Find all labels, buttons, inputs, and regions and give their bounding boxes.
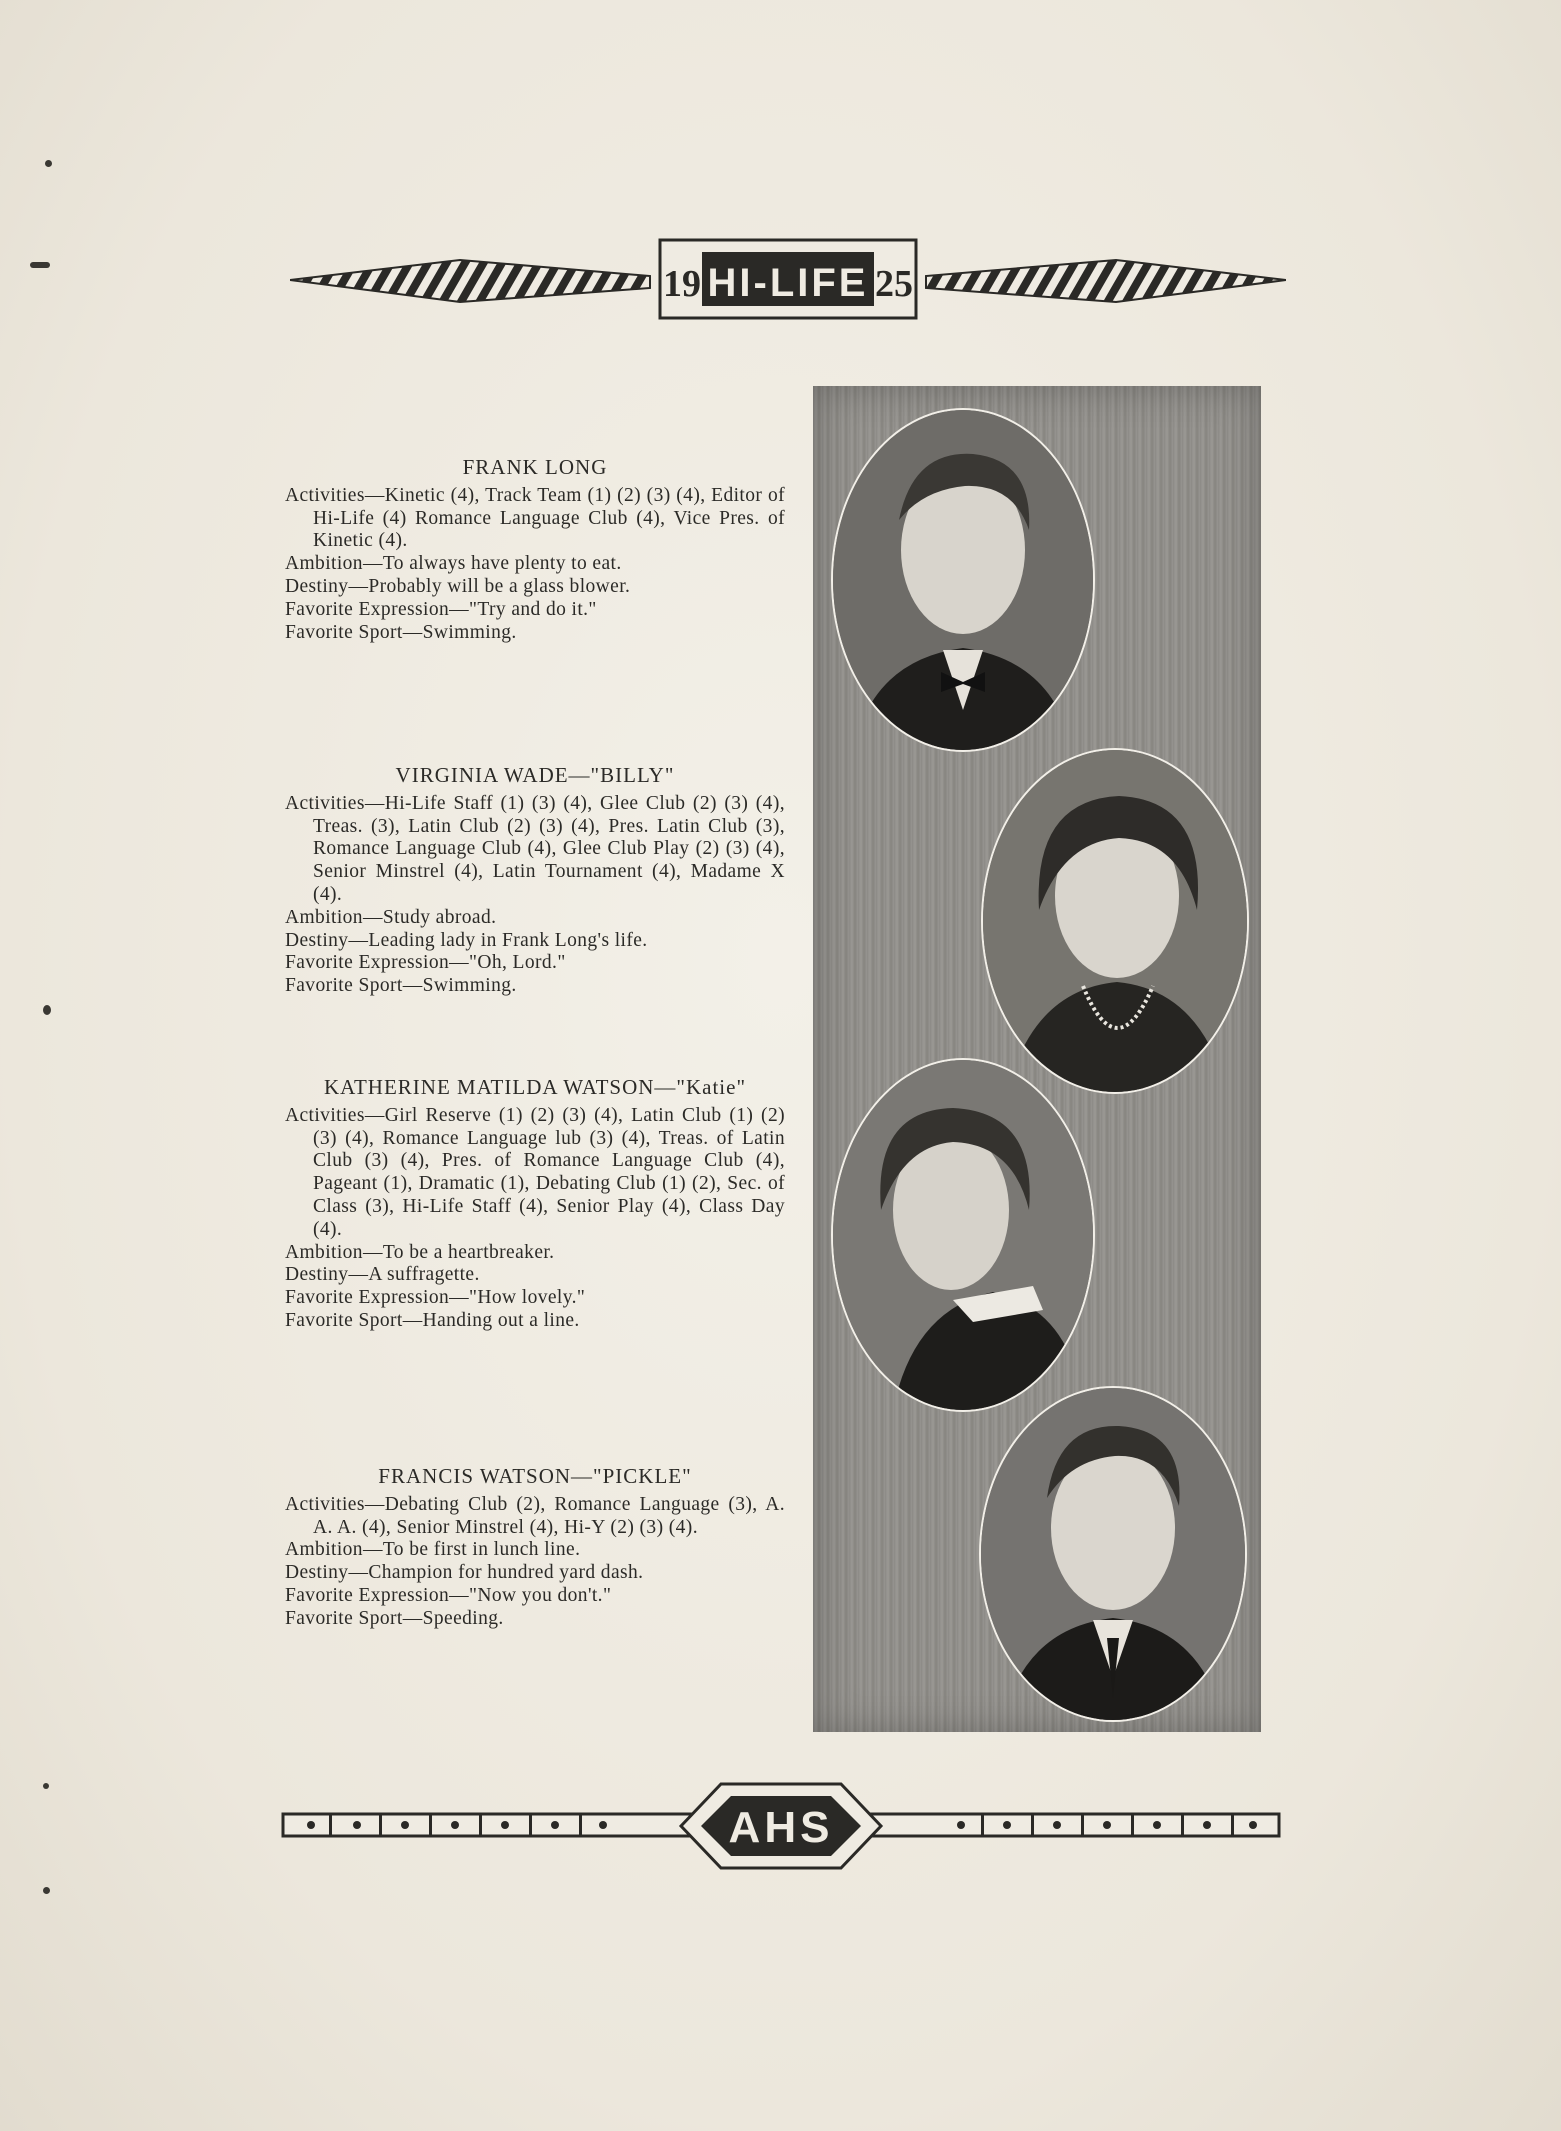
student-name: FRANCIS WATSON—"PICKLE" (378, 1464, 692, 1488)
portrait-francis-watson (979, 1386, 1247, 1722)
bio-destiny: Destiny—Champion for hundred yard dash. (285, 1562, 644, 1584)
student-name: VIRGINIA WADE—"BILLY" (395, 763, 675, 787)
bio-ambition: Ambition—To be first in lunch line. (285, 1539, 581, 1561)
footer-emblem-text: AHS (728, 1803, 834, 1852)
portrait-frank-long (831, 408, 1095, 752)
portrait-panel (813, 386, 1261, 1732)
bio-activities: Activities—Kinetic (4), Track Team (1) (2) (3) (4), Editor of Hi-Life (4) Romance Language Club (4), Vice Pres. of Kinetic (4). (285, 484, 785, 552)
binding-mark (43, 1783, 49, 1789)
bio-favorite-expression: Favorite Expression—"How lovely." (285, 1287, 586, 1309)
binding-mark (43, 1887, 50, 1894)
bio-favorite-expression: Favorite Expression—"Now you don't." (285, 1584, 612, 1606)
portrait-katherine-watson (831, 1058, 1095, 1412)
bio-ambition: Ambition—Study abroad. (285, 906, 497, 928)
bio-activities: Activities—Hi-Life Staff (1) (3) (4), Glee Club (2) (3) (4), Treas. (3), Latin Club (2) (3) (4), Pres. Latin Club (3), Romance Language Club (4), Glee Club Play (2) (3) (4), Senior Minstrel (4), Latin Tournament (4), Madame X (4). (285, 792, 785, 905)
bio-activities: Activities—Girl Reserve (1) (2) (3) (4), Latin Club (1) (2) (3) (4), Romance Language lub (3) (4), Treas. of Latin Club (3) (4), Pres. of Romance Language Club (4), Pageant (1), Dramatic (1), Debating Club (1) (2), Sec. of Class (3), Hi-Life Staff (4), Senior Play (4), Class Day (4). (285, 1104, 785, 1240)
student-bio-katherine-watson (285, 1076, 785, 1333)
ahs-footer-banner (281, 1778, 1281, 1874)
bio-favorite-expression: Favorite Expression—"Try and do it." (285, 598, 597, 620)
hi-life-header-banner (290, 238, 1286, 328)
bio-favorite-sport: Favorite Sport—Speeding. (285, 1607, 504, 1629)
portrait-virginia-wade (981, 748, 1249, 1094)
binding-mark (30, 262, 50, 268)
header-year-right: 25 (875, 263, 913, 305)
bio-destiny: Destiny—A suffragette. (285, 1264, 480, 1286)
student-bio-virginia-wade (285, 764, 785, 998)
bio-activities: Activities—Debating Club (2), Romance Language (3), A. A. A. (4), Senior Minstrel (4), Hi-Y (2) (3) (4). (285, 1493, 785, 1538)
student-bio-frank-long (285, 456, 785, 644)
bio-favorite-sport: Favorite Sport—Swimming. (285, 621, 517, 643)
header-title: HI-LIFE (707, 261, 869, 305)
bio-ambition: Ambition—To be a heartbreaker. (285, 1241, 555, 1263)
student-bio-francis-watson (285, 1465, 785, 1631)
student-name: FRANK LONG (462, 455, 608, 479)
bio-favorite-sport: Favorite Sport—Handing out a line. (285, 1309, 580, 1331)
student-name: KATHERINE MATILDA WATSON—"Katie" (323, 1075, 747, 1099)
binding-mark (43, 1005, 51, 1015)
header-year-left: 19 (663, 263, 701, 305)
bio-ambition: Ambition—To always have plenty to eat. (285, 553, 622, 575)
bio-favorite-expression: Favorite Expression—"Oh, Lord." (285, 952, 566, 974)
bio-favorite-sport: Favorite Sport—Swimming. (285, 975, 517, 997)
binding-mark (45, 160, 52, 167)
bio-destiny: Destiny—Probably will be a glass blower. (285, 575, 631, 597)
bio-destiny: Destiny—Leading lady in Frank Long's life. (285, 929, 648, 951)
